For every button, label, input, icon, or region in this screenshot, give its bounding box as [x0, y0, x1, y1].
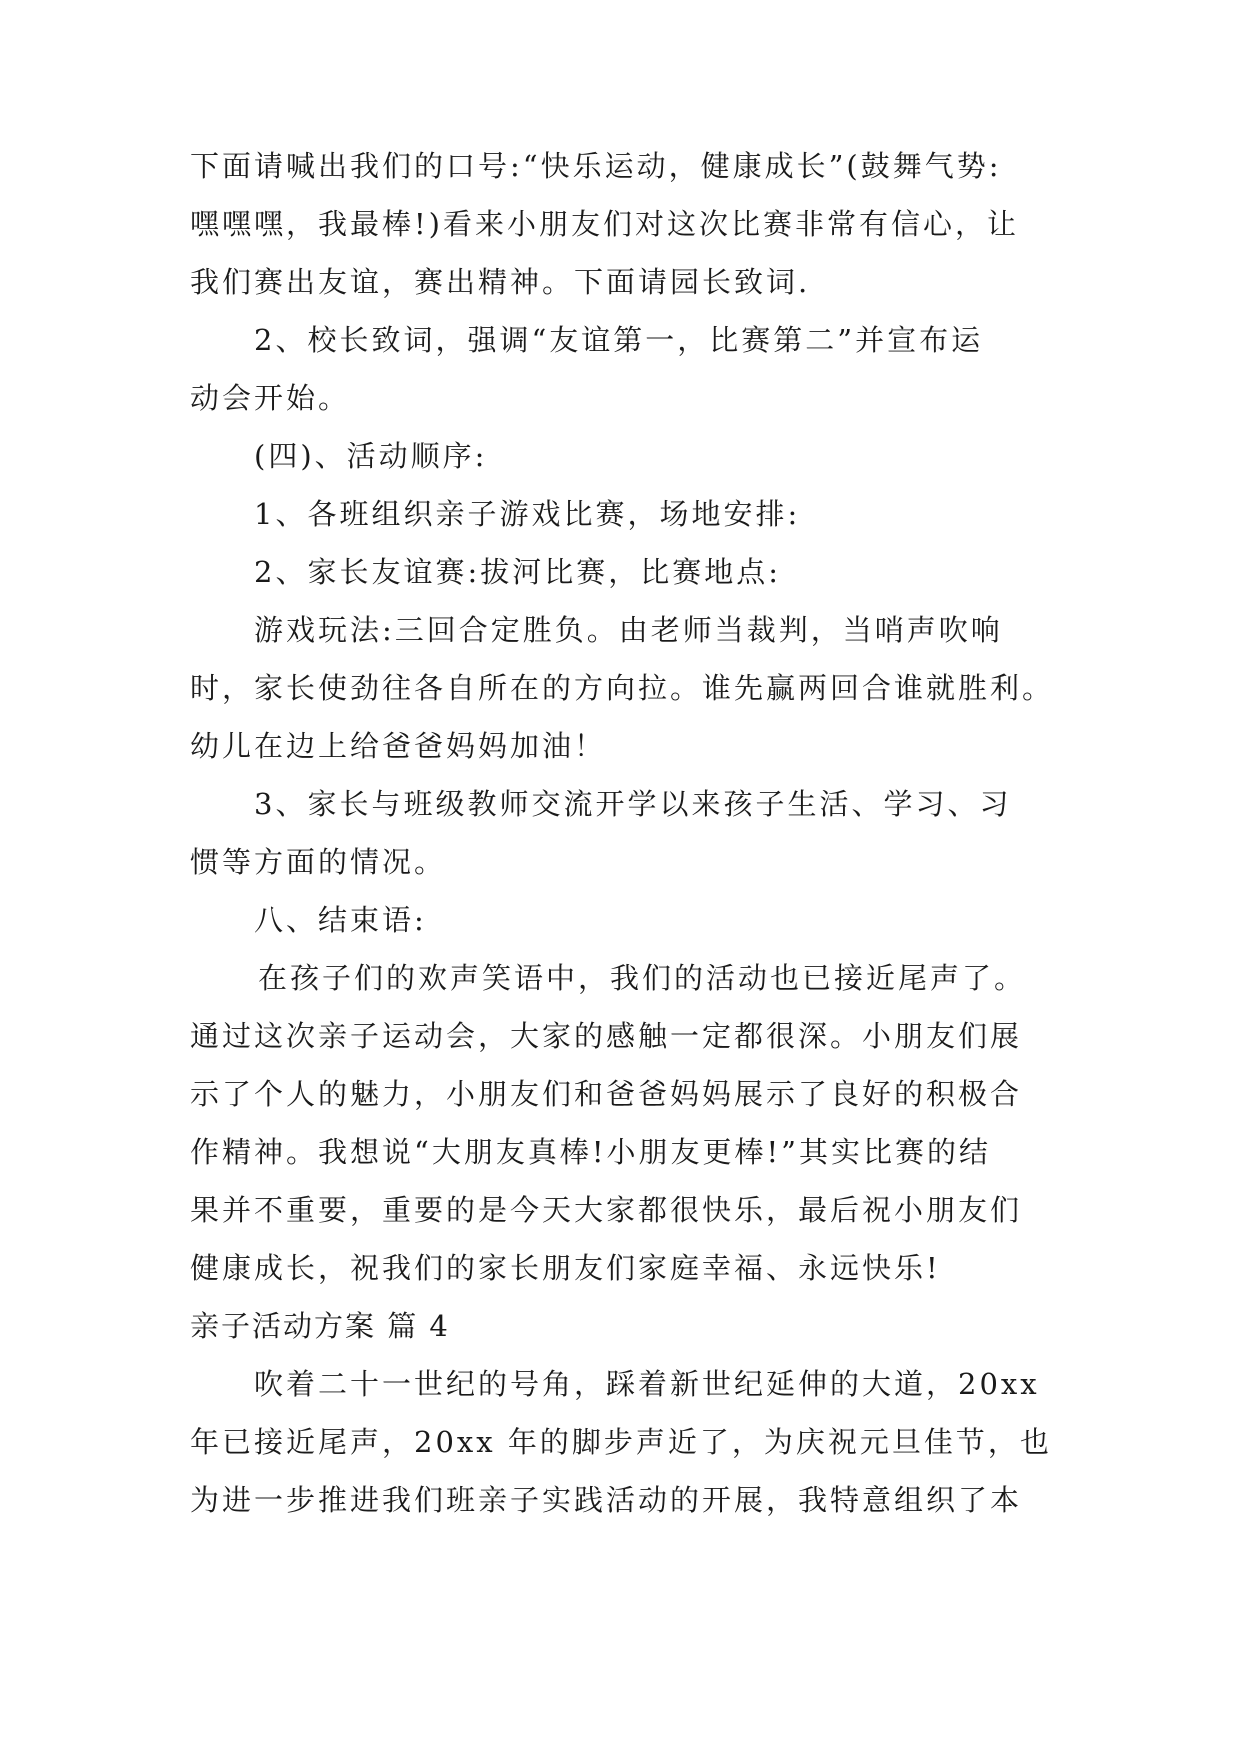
text-line: 3、家长与班级教师交流开学以来孩子生活、学习、习	[254, 787, 1012, 821]
text-line: 健康成长，祝我们的家长朋友们家庭幸福、永远快乐!	[190, 1251, 941, 1285]
text-line: 2、家长友谊赛:拔河比赛，比赛地点:	[254, 555, 781, 589]
text-line: 通过这次亲子运动会，大家的感触一定都很深。小朋友们展	[190, 1019, 1023, 1053]
text-line: 为进一步推进我们班亲子实践活动的开展，我特意组织了本	[190, 1483, 1023, 1517]
text-line: 下面请喊出我们的口号:“快乐运动，健康成长”(鼓舞气势:	[190, 149, 1002, 183]
text-line: 动会开始。	[190, 381, 351, 415]
text-line: 作精神。我想说“大朋友真棒!小朋友更棒!”其实比赛的结	[190, 1135, 991, 1169]
document-page	[190, 0, 1070, 1754]
text-line: 2、校长致词，强调“友谊第一，比赛第二”并宣布运	[254, 323, 984, 357]
text-line: 在孩子们的欢声笑语中，我们的活动也已接近尾声了。	[258, 961, 1027, 995]
article-title: 亲子活动方案 篇 4	[190, 1309, 450, 1343]
text-line: 幼儿在边上给爸爸妈妈加油！	[190, 729, 607, 763]
text-line: 游戏玩法:三回合定胜负。由老师当裁判，当哨声吹响	[254, 613, 1003, 647]
text-line: 示了个人的魅力，小朋友们和爸爸妈妈展示了良好的积极合	[190, 1077, 1023, 1111]
section-heading: (四)、活动顺序:	[254, 439, 488, 473]
text-line: 1、各班组织亲子游戏比赛，场地安排:	[254, 497, 801, 531]
text-line: 时，家长使劲往各自所在的方向拉。谁先赢两回合谁就胜利。	[190, 671, 1055, 705]
section-heading: 八、结束语:	[254, 903, 427, 937]
text-line: 惯等方面的情况。	[190, 845, 447, 879]
text-line: 年已接近尾声，20xx 年的脚步声近了，为庆祝元旦佳节，也	[190, 1425, 1052, 1459]
text-line: 我们赛出友谊，赛出精神。下面请园长致词.	[190, 265, 811, 299]
text-line: 吹着二十一世纪的号角，踩着新世纪延伸的大道，20xx	[254, 1367, 1040, 1401]
text-line: 果并不重要，重要的是今天大家都很快乐，最后祝小朋友们	[190, 1193, 1023, 1227]
text-line: 嘿嘿嘿，我最棒!)看来小朋友们对这次比赛非常有信心，让	[190, 207, 1019, 241]
